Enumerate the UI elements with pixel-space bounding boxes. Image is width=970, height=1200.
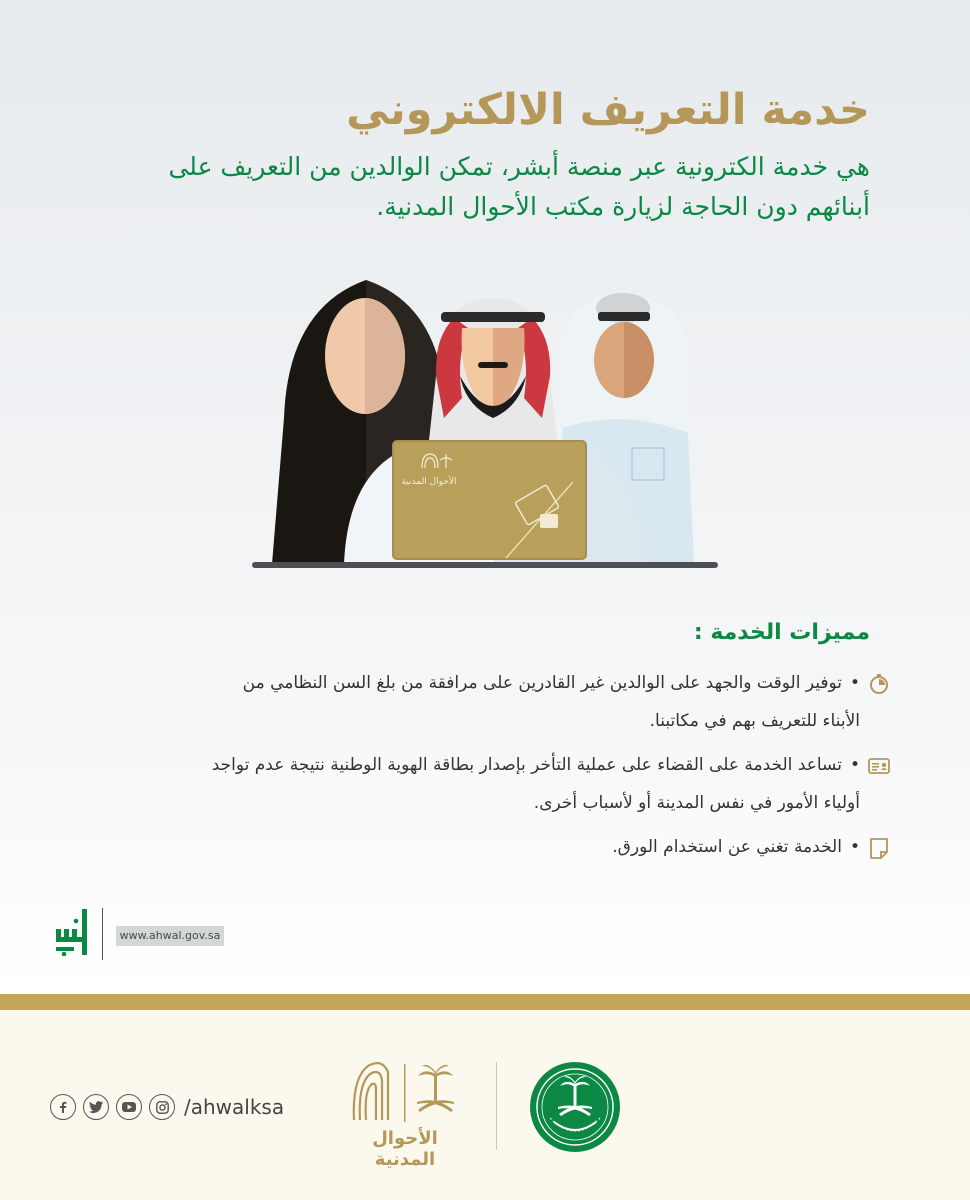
stopwatch-icon <box>868 673 890 695</box>
absher-divider <box>102 908 103 960</box>
gold-divider-bar <box>0 994 970 1010</box>
family-laptop-illustration <box>248 268 723 573</box>
desk-line <box>252 562 718 568</box>
page-subtitle: هي خدمة الكترونية عبر منصة أبشر، تمكن الوالدين من التعريف على أبنائهم دون الحاجة لزيارة مكتب الأحوال المدنية. <box>168 152 870 221</box>
footer-logo-text: الأحوال المدنية <box>372 1128 438 1170</box>
id-card-icon <box>868 755 890 777</box>
feature-text: الخدمة تغني عن استخدام الورق. <box>612 837 842 857</box>
fingerprint-icon <box>354 1063 388 1120</box>
feature-item: •توفير الوقت والجهد على الوالدين غير القادرين على مرافقة من بلغ السن النظامي من الأبناء للتعريف بهم في مكاتبنا. <box>210 664 890 740</box>
document-icon <box>868 837 890 859</box>
facebook-icon[interactable] <box>50 1094 76 1120</box>
ahwal-logo <box>348 1058 468 1128</box>
ministry-emblem <box>528 1060 622 1154</box>
social-links <box>50 1094 284 1120</box>
laptop <box>393 441 586 559</box>
instagram-icon[interactable] <box>149 1094 175 1120</box>
website-url[interactable]: www.ahwal.gov.sa <box>116 926 224 946</box>
feature-text: تساعد الخدمة على القضاء على عملية التأخر بإصدار بطاقة الهوية الوطنية نتيجة عدم تواجد أولياء الأمور في نفس المدينة أو لأسباب أخرى. <box>211 755 860 813</box>
feature-text: توفير الوقت والجهد على الوالدين غير القادرين على مرافقة من بلغ السن النظامي من الأبناء للتعريف بهم في مكاتبنا. <box>242 673 860 731</box>
twitter-icon[interactable] <box>83 1094 109 1120</box>
footer-divider <box>496 1062 497 1150</box>
feature-item: •تساعد الخدمة على القضاء على عملية التأخر بإصدار بطاقة الهوية الوطنية نتيجة عدم تواجد أولياء الأمور في نفس المدينة أو لأسباب أخرى. <box>210 746 890 822</box>
absher-logo <box>52 907 92 959</box>
page-title: خدمة التعريف الالكتروني <box>346 85 870 135</box>
youtube-icon[interactable] <box>116 1094 142 1120</box>
laptop-logo-text: الأحوال المدنية <box>401 477 457 487</box>
palm-swords-emblem-icon <box>417 1065 454 1112</box>
social-handle[interactable]: /ahwalksa <box>184 1095 285 1119</box>
features-heading: مميزات الخدمة : <box>693 620 870 645</box>
feature-item: •الخدمة تغني عن استخدام الورق. <box>210 828 890 866</box>
